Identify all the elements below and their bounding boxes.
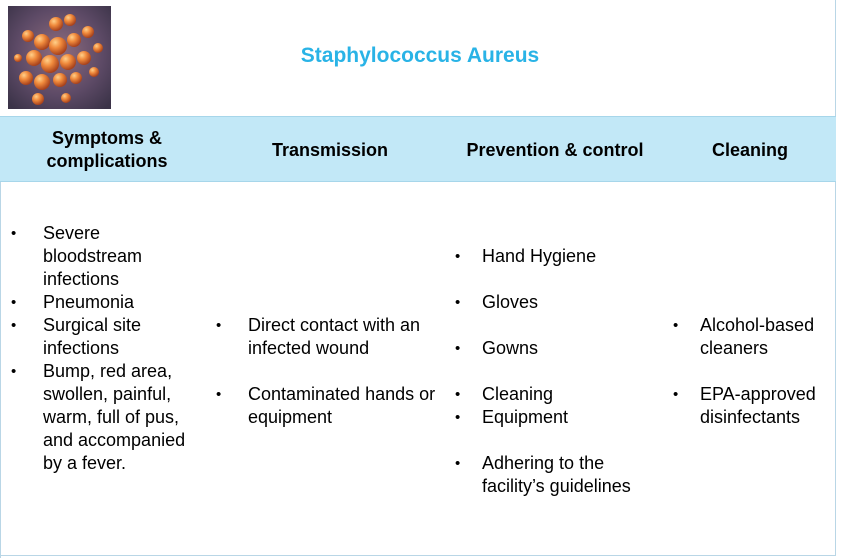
list-item: • Alcohol-based cleaners [673,314,833,360]
list-item: • Cleaning [455,383,655,406]
list-item: • Gloves [455,291,655,314]
list-item: • EPA-approved disinfectants [673,383,833,429]
list-item: • Bump, red area, swollen, painful, warm, full of pus, and accompanied by a fever. [11,360,201,475]
list-item: • Pneumonia [11,291,201,314]
header-transmission: Transmission [271,139,389,160]
header-cleaning: Cleaning [711,139,788,160]
list-item: • Severe bloodstream infections [11,222,201,291]
prevention-list [455,245,655,498]
list-item: • Adhering to the facility’s guidelines [455,452,655,498]
list-item: • Hand Hygiene [455,245,655,268]
bacteria-photo [8,6,111,109]
list-item: • Equipment [455,406,655,429]
page-title: Staphylococcus Aureus [300,44,540,67]
list-item: • Direct contact with an infected wound [216,314,446,360]
list-item: • Contaminated hands or equipment [216,383,446,429]
cleaning-list [673,314,833,429]
header-symptoms: Symptoms & complications [46,128,168,171]
transmission-list [216,314,446,429]
list-item: • Gowns [455,337,655,360]
list-item: • Surgical site infections [11,314,201,360]
table-header-band [0,116,836,182]
symptoms-list [11,222,201,475]
frame-left-rule [0,116,1,558]
header-prevention: Prevention & control [466,139,644,160]
